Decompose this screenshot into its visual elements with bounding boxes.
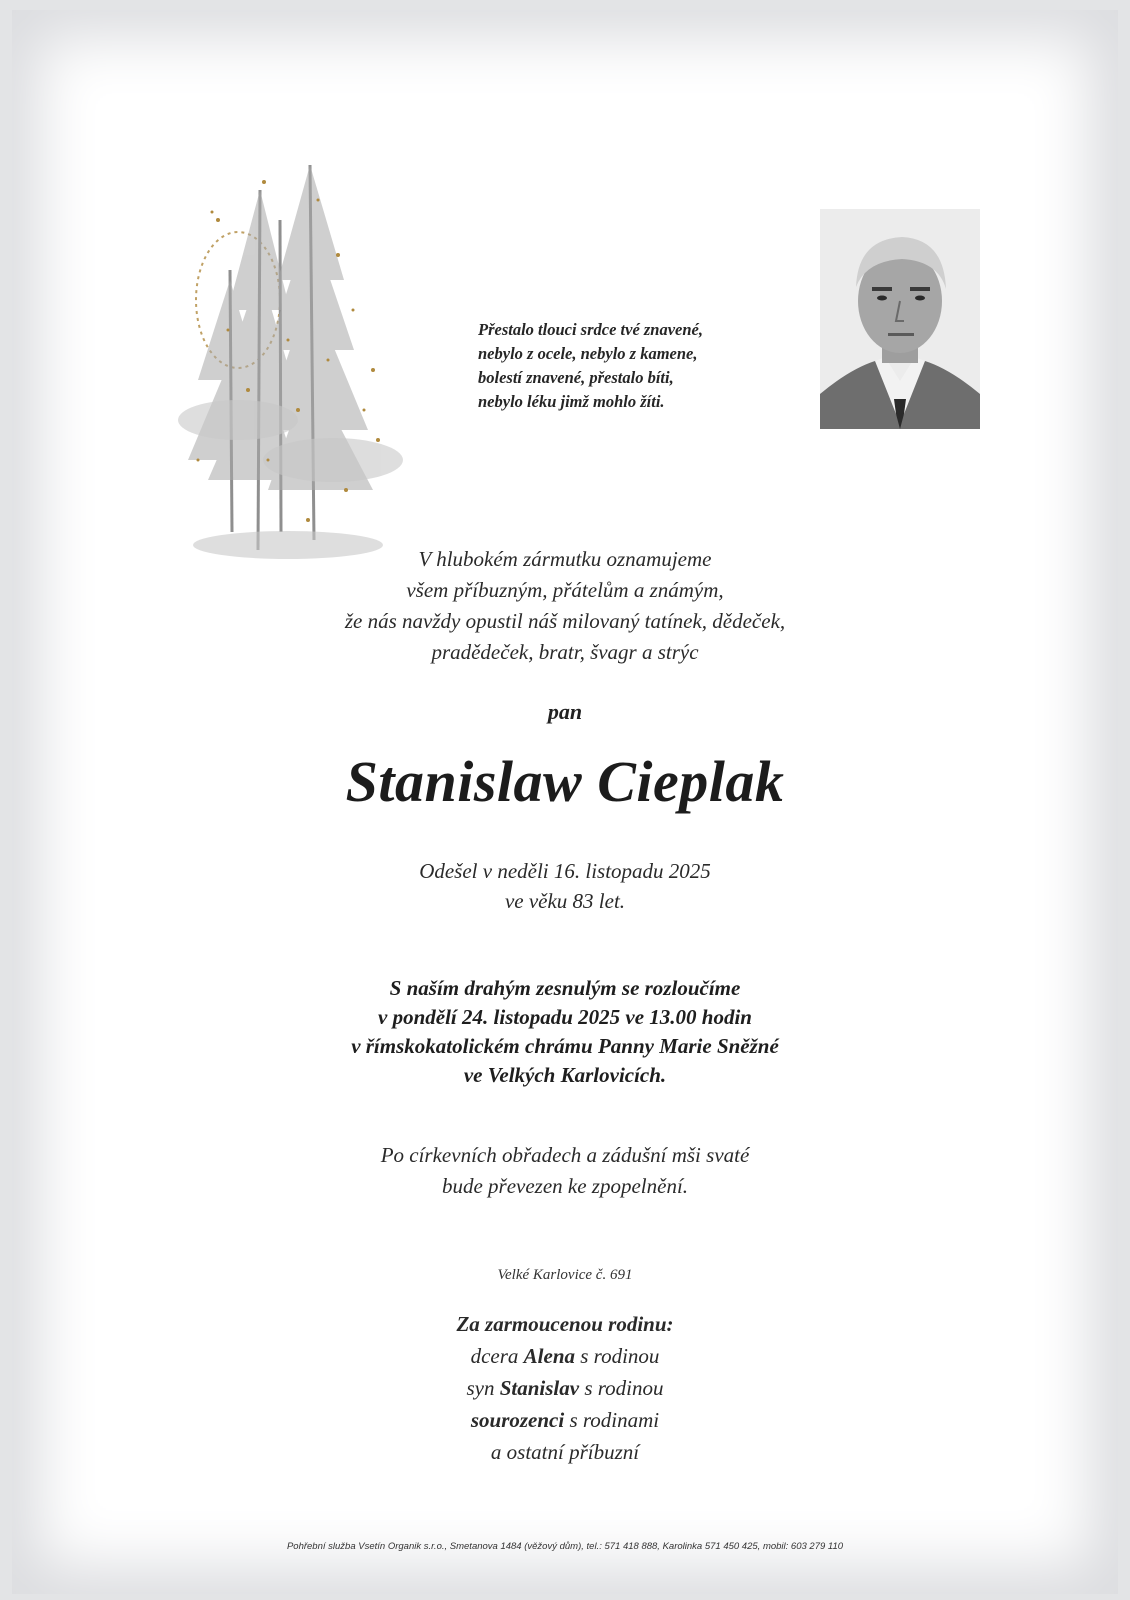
family-heading: Za zarmoucenou rodinu: [456, 1312, 674, 1336]
death-info [0, 856, 1130, 916]
family-siblings [0, 1404, 1130, 1436]
death-date: Odešel v neděli 16. listopadu 2025 [419, 859, 711, 883]
funeral-line: v římskokatolickém chrámu Panny Marie Sněžné [351, 1034, 779, 1058]
after-line: bude převezen ke zpopelnění. [441, 1174, 689, 1198]
family-list [0, 1308, 1130, 1468]
relation-suffix: s rodinami [569, 1408, 660, 1432]
after-ceremony-info [0, 1140, 1130, 1202]
relation-suffix: s rodinou [584, 1376, 664, 1400]
intro-line: pradědeček, bratr, švagr a strýc [431, 640, 699, 664]
intro-line: že nás navždy opustil náš milovaný tatínek, dědeček, [344, 609, 786, 633]
relative-name: sourozenci [470, 1408, 565, 1432]
family-others: a ostatní příbuzní [490, 1440, 640, 1464]
family-son [0, 1372, 1130, 1404]
verse-line: nebylo z ocele, nebylo z kamene, [478, 344, 698, 363]
memorial-verse [478, 318, 798, 414]
relative-name: Alena [523, 1344, 575, 1368]
funeral-line: v pondělí 24. listopadu 2025 ve 13.00 hodin [378, 1005, 752, 1029]
intro-line: všem příbuzným, přátelům a známým, [406, 578, 724, 602]
deceased-name: Stanislaw Cieplak [345, 749, 785, 814]
verse-line: nebylo léku jimž mohlo žíti. [478, 392, 665, 411]
announcement-text [0, 544, 1130, 668]
relation-label: dcera [470, 1344, 519, 1368]
death-age: ve věku 83 let. [504, 889, 626, 913]
intro-line: V hlubokém zármutku oznamujeme [418, 547, 712, 571]
funeral-line: ve Velkých Karlovicích. [463, 1063, 667, 1087]
funeral-info [0, 974, 1130, 1090]
relation-label: syn [466, 1376, 495, 1400]
portrait-photo [820, 209, 980, 429]
address: Velké Karlovice č. 691 [497, 1267, 633, 1283]
relation-suffix: s rodinou [580, 1344, 660, 1368]
relative-name: Stanislav [499, 1376, 580, 1400]
funeral-line: S naším drahým zesnulým se rozloučíme [389, 976, 741, 1000]
funeral-service-footer: Pohřební služba Vsetín Organik s.r.o., Smetanova 1484 (věžový dům), tel.: 571 418 888, Karolinka 571 450 425, mobil: 603 279 110 [286, 1541, 844, 1552]
salutation: pan [547, 699, 583, 724]
after-line: Po církevních obřadech a zádušní mši svaté [380, 1143, 750, 1167]
verse-line: Přestalo tlouci srdce tvé znavené, [478, 320, 704, 339]
verse-line: bolestí znavené, přestalo bíti, [478, 368, 674, 387]
family-daughter [0, 1340, 1130, 1372]
pine-trees-illustration [168, 160, 423, 590]
